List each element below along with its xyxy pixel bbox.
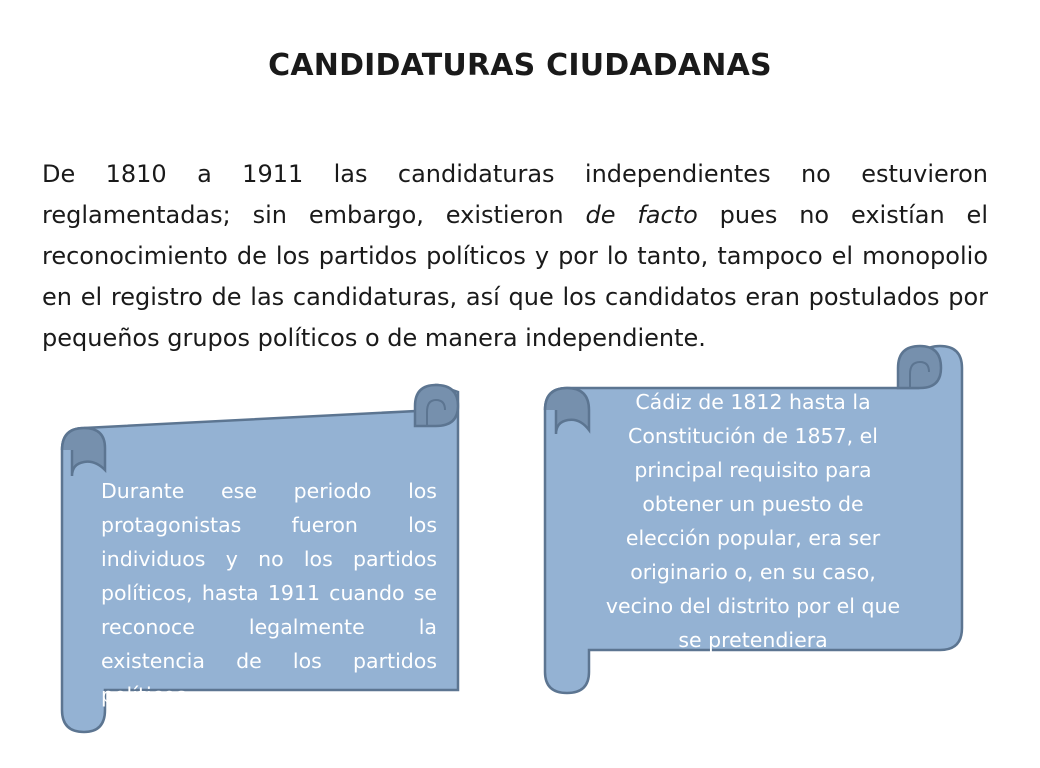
right-scroll-text: Cádiz de 1812 hasta la Constitución de 1857, el principal requisito para obtener un puesto de elección popular, era ser originario o, en su caso, vecino del distrito por el que se pretendiera: [605, 390, 901, 652]
left-scroll-text: Durante ese periodo los protagonistas fueron los individuos y no los partidos políticos, hasta 1911 cuando se reconoce legalmente la existencia de los partidos políticos.: [101, 479, 437, 707]
left-scroll-top-curl: [415, 385, 458, 426]
slide-title: CANDIDATURAS CIUDADANAS: [268, 48, 772, 83]
paragraph-italic: de facto: [585, 201, 698, 229]
right-scroll-top-curl: [898, 346, 941, 388]
paragraph-part-1: De 1810 a 1911 las candidaturas independientes no estuvieron reglamentadas; sin embargo, existieron: [42, 160, 988, 229]
paragraph-part-2: pues no existían el reconocimiento de los partidos políticos y por lo tanto, tampoco el monopolio en el registro de las candidaturas, así que los candidatos eran postulados por pequeños grupos políticos o de manera independiente.: [42, 201, 988, 352]
